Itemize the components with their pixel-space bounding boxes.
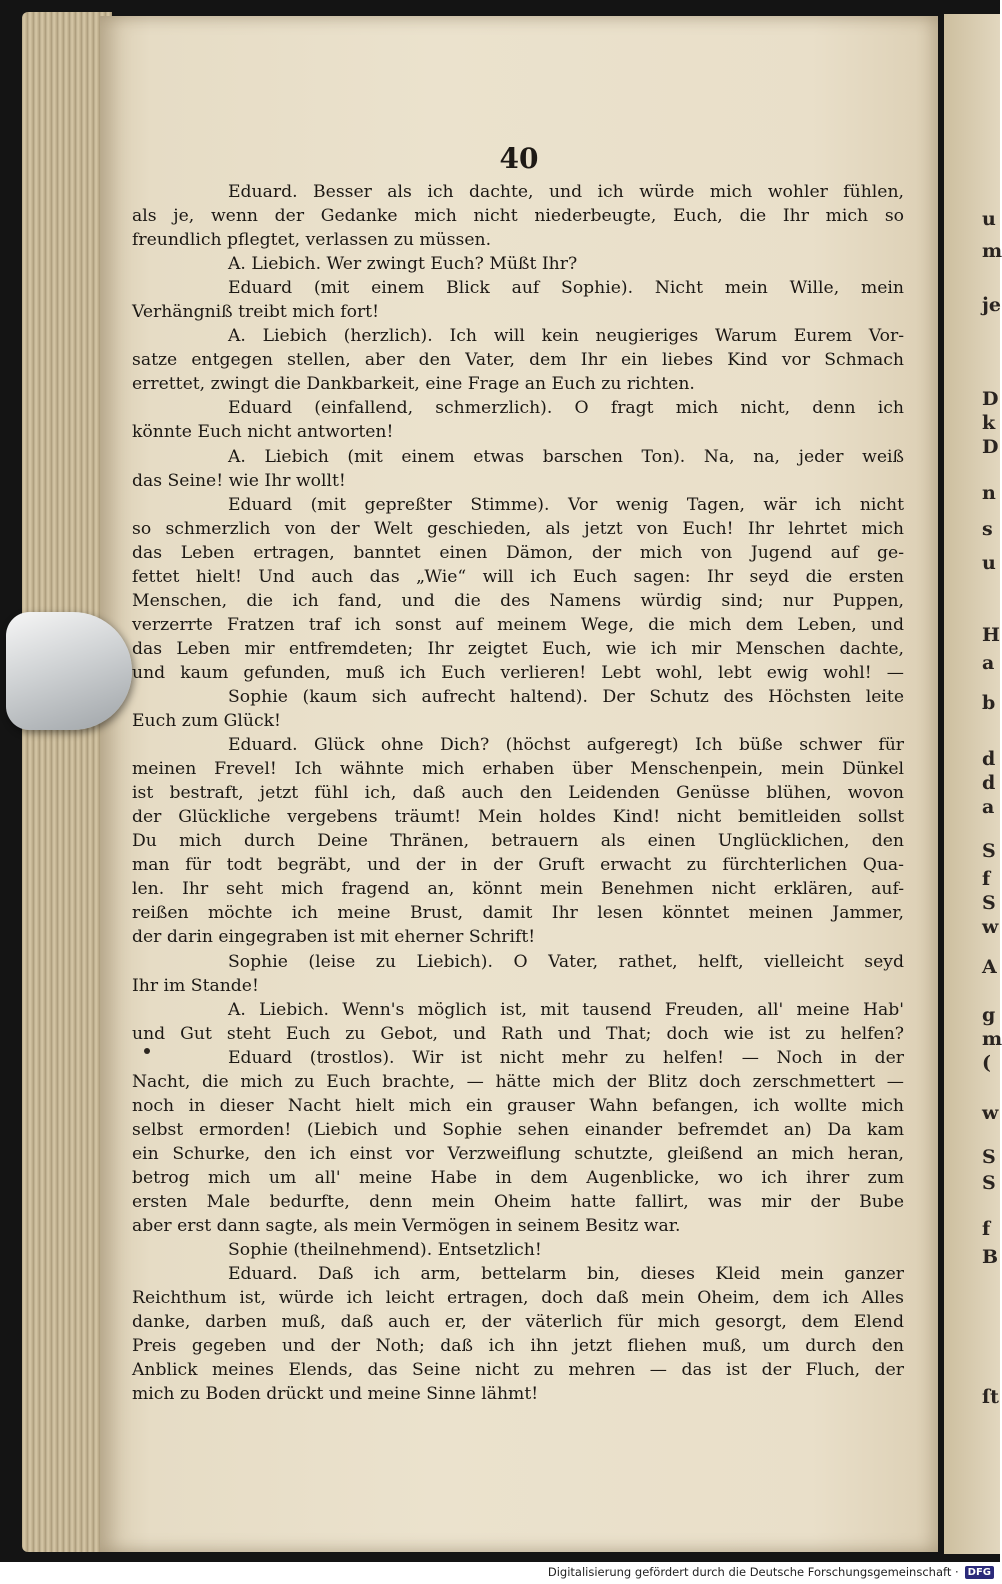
text-line: danke, darben muß, daß auch er, der väterlich für mich gesorgt, dem Elend — [132, 1312, 904, 1333]
next-page-letter: s — [982, 518, 993, 540]
next-page-letter: u — [982, 208, 996, 230]
text-line: und Gut steht Euch zu Gebot, und Rath und That; doch wie ist zu helfen? — [132, 1023, 904, 1044]
next-page-letter: je — [982, 294, 1001, 316]
text-line: A. Liebich. Wer zwingt Euch? Müßt Ihr? — [228, 254, 578, 275]
next-page-letter: D — [982, 436, 999, 458]
next-page-letter: n — [982, 482, 996, 504]
text-line: Menschen, die ich fand, und die des Namens würdig sind; nur Puppen, — [132, 590, 904, 611]
dfg-logo: DFG — [965, 1566, 994, 1579]
text-line: Euch zum Glück! — [132, 711, 281, 732]
text-line: man für todt begräbt, und der in der Gruft erwacht zu fürchterlichen Qua- — [132, 855, 904, 876]
text-line: Ihr im Stande! — [132, 975, 259, 996]
next-page-strip — [944, 14, 1000, 1554]
text-line: das Leben mir entfremdeten; Ihr zeigtet Euch, wie ich mir Menschen dachte, — [132, 638, 904, 659]
text-line: Anblick meines Elends, das Seine nicht zu mehren — das ist der Fluch, der — [132, 1360, 904, 1381]
text-line: Du mich durch Deine Thränen, betrauern als einen Unglücklichen, den — [132, 831, 904, 852]
text-line: Sophie (kaum sich aufrecht haltend). Der Schutz des Höchsten leite — [228, 686, 904, 707]
text-line: und kaum gefunden, muß ich Euch verlieren! Lebt wohl, lebt ewig wohl! — — [132, 662, 904, 683]
text-line: Preis gegeben und der Noth; daß ich ihn jetzt fliehen muß, um durch den — [132, 1336, 904, 1357]
text-line: reißen möchte ich meine Brust, damit Ihr lesen könntet meinen Jammer, — [132, 903, 904, 924]
text-line: Eduard. Besser als ich dachte, und ich würde mich wohler fühlen, — [228, 182, 904, 202]
text-line: A. Liebich. Wenn's möglich ist, mit tausend Freuden, all' meine Hab' — [228, 999, 904, 1020]
next-page-letter: m — [982, 240, 1002, 262]
text-line: len. Ihr seht mich fragend an, könnt mein Benehmen nicht erklären, auf- — [132, 879, 904, 900]
next-page-letter: g — [982, 1004, 996, 1026]
text-line: so schmerzlich von der Welt geschieden, als jetzt von Euch! Ihr lehrtet mich — [132, 518, 904, 539]
text-line: betrog mich um all' meine Habe in dem Augenblicke, wo ich ihrer zum — [132, 1167, 904, 1188]
page-text — [132, 180, 904, 1406]
text-line: ein Schurke, den ich einst vor Verzweiflung schutzte, gleißend an mich heran, — [132, 1143, 904, 1164]
next-page-letter: a — [982, 652, 995, 674]
text-line: Eduard. Glück ohne Dich? (höchst aufgeregt) Ich büße schwer für — [228, 735, 904, 756]
text-line: aber erst dann sagte, als mein Vermögen in seinem Besitz war. — [132, 1216, 681, 1237]
text-line: errettet, zwingt die Dankbarkeit, eine Frage an Euch zu richten. — [132, 374, 695, 395]
next-page-letter: D — [982, 388, 999, 410]
text-line: der Glückliche vergebens träumt! Mein holdes Kind! nicht bemitleiden sollst — [132, 807, 904, 828]
next-page-letter: A — [982, 956, 997, 978]
next-page-letter: S — [982, 892, 996, 914]
page-clip — [6, 612, 132, 730]
text-line: mich zu Boden drückt und meine Sinne lähmt! — [132, 1384, 539, 1405]
next-page-letter: m — [982, 1028, 1002, 1050]
next-page-letter: S — [982, 1172, 996, 1194]
text-line: ersten Male bedurfte, denn mein Oheim hatte fallirt, was mir der Bube — [132, 1191, 904, 1212]
next-page-letter: d — [982, 772, 996, 794]
page-number: 40 — [499, 142, 539, 175]
next-page-letter: B — [982, 1246, 999, 1268]
footer-text: Digitalisierung gefördert durch die Deutsche Forschungsgemeinschaft · — [547, 1565, 959, 1579]
next-page-letter: d — [982, 748, 996, 770]
text-line: Eduard (einfallend, schmerzlich). O fragt mich nicht, denn ich — [228, 398, 904, 419]
next-page-letter: w — [982, 1102, 999, 1124]
text-line: satze entgegen stellen, aber den Vater, dem Ihr ein liebes Kind vor Schmach — [132, 350, 904, 371]
next-page-letter: f — [982, 868, 991, 890]
next-page-letter: a — [982, 796, 995, 818]
text-line: als je, wenn der Gedanke mich nicht niederbeugte, Euch, die Ihr mich so — [132, 206, 904, 227]
text-line: ist bestraft, jetzt fühl ich, daß auch den Leidenden Genüsse blühen, wovon — [132, 783, 904, 804]
next-page-letter: u — [982, 552, 996, 574]
text-line: A. Liebich (herzlich). Ich will kein neugieriges Warum Eurem Vor- — [228, 326, 904, 347]
text-line: noch in dieser Nacht hielt mich ein grauser Wahn befangen, ich wollte mich — [132, 1095, 904, 1116]
text-line: Verhängniß treibt mich fort! — [132, 302, 379, 323]
text-line: Reichthum ist, würde ich leicht ertragen, doch daß mein Oheim, dem ich Alles — [132, 1288, 904, 1309]
next-page-letter: ( — [982, 1052, 991, 1074]
text-line: das Leben ertragen, banntet einen Dämon, der mich von Jugend auf ge- — [132, 542, 904, 563]
text-line: verzerrte Fratzen traf ich sonst auf meinem Wege, die mich dem Leben, und — [132, 614, 904, 635]
text-line: der darin eingegraben ist mit eherner Schrift! — [132, 927, 536, 948]
next-page-letter: H — [982, 624, 1000, 646]
text-line: selbst ermorden! (Liebich und Sophie sehen einander befremdet an) Da kam — [132, 1119, 904, 1140]
next-page-letter: ſt — [982, 1386, 999, 1408]
next-page-letter: b — [982, 692, 996, 714]
next-page-letter: w — [982, 916, 999, 938]
text-line: Nacht, die mich zu Euch brachte, — hätte mich der Blitz doch zerschmettert — — [132, 1071, 904, 1092]
text-line: freundlich pflegtet, verlassen zu müssen. — [132, 230, 492, 251]
text-line: Sophie (leise zu Liebich). O Vater, rathet, helft, vielleicht seyd — [228, 951, 904, 972]
text-line: Eduard. Daß ich arm, bettelarm bin, dieses Kleid mein ganzer — [228, 1264, 904, 1285]
text-line: das Seine! wie Ihr wollt! — [132, 470, 346, 491]
text-line: A. Liebich (mit einem etwas barschen Ton). Na, na, jeder weiß — [228, 446, 904, 467]
text-line: Sophie (theilnehmend). Entsetzlich! — [228, 1240, 542, 1261]
book-page-edges — [22, 12, 112, 1552]
digitization-footer — [548, 1562, 994, 1582]
text-line: Eduard (mit gepreßter Stimme). Vor wenig Tagen, wär ich nicht — [228, 494, 904, 515]
next-page-letter: S — [982, 1146, 996, 1168]
text-line: Eduard (mit einem Blick auf Sophie). Nicht mein Wille, mein — [228, 278, 904, 299]
text-line: fettet hielt! Und auch das „Wie“ will ich Euch sagen: Ihr seyd die ersten — [132, 566, 904, 587]
next-page-letter: f — [982, 1218, 991, 1240]
next-page-letter: S — [982, 840, 996, 862]
text-line: Eduard (trostlos). Wir ist nicht mehr zu helfen! — Noch in der — [228, 1047, 904, 1068]
next-page-letter: k — [982, 412, 996, 434]
text-line: meinen Frevel! Ich wähnte mich erhaben über Menschenpein, mein Dünkel — [132, 759, 904, 780]
text-line: könnte Euch nicht antworten! — [132, 422, 394, 443]
